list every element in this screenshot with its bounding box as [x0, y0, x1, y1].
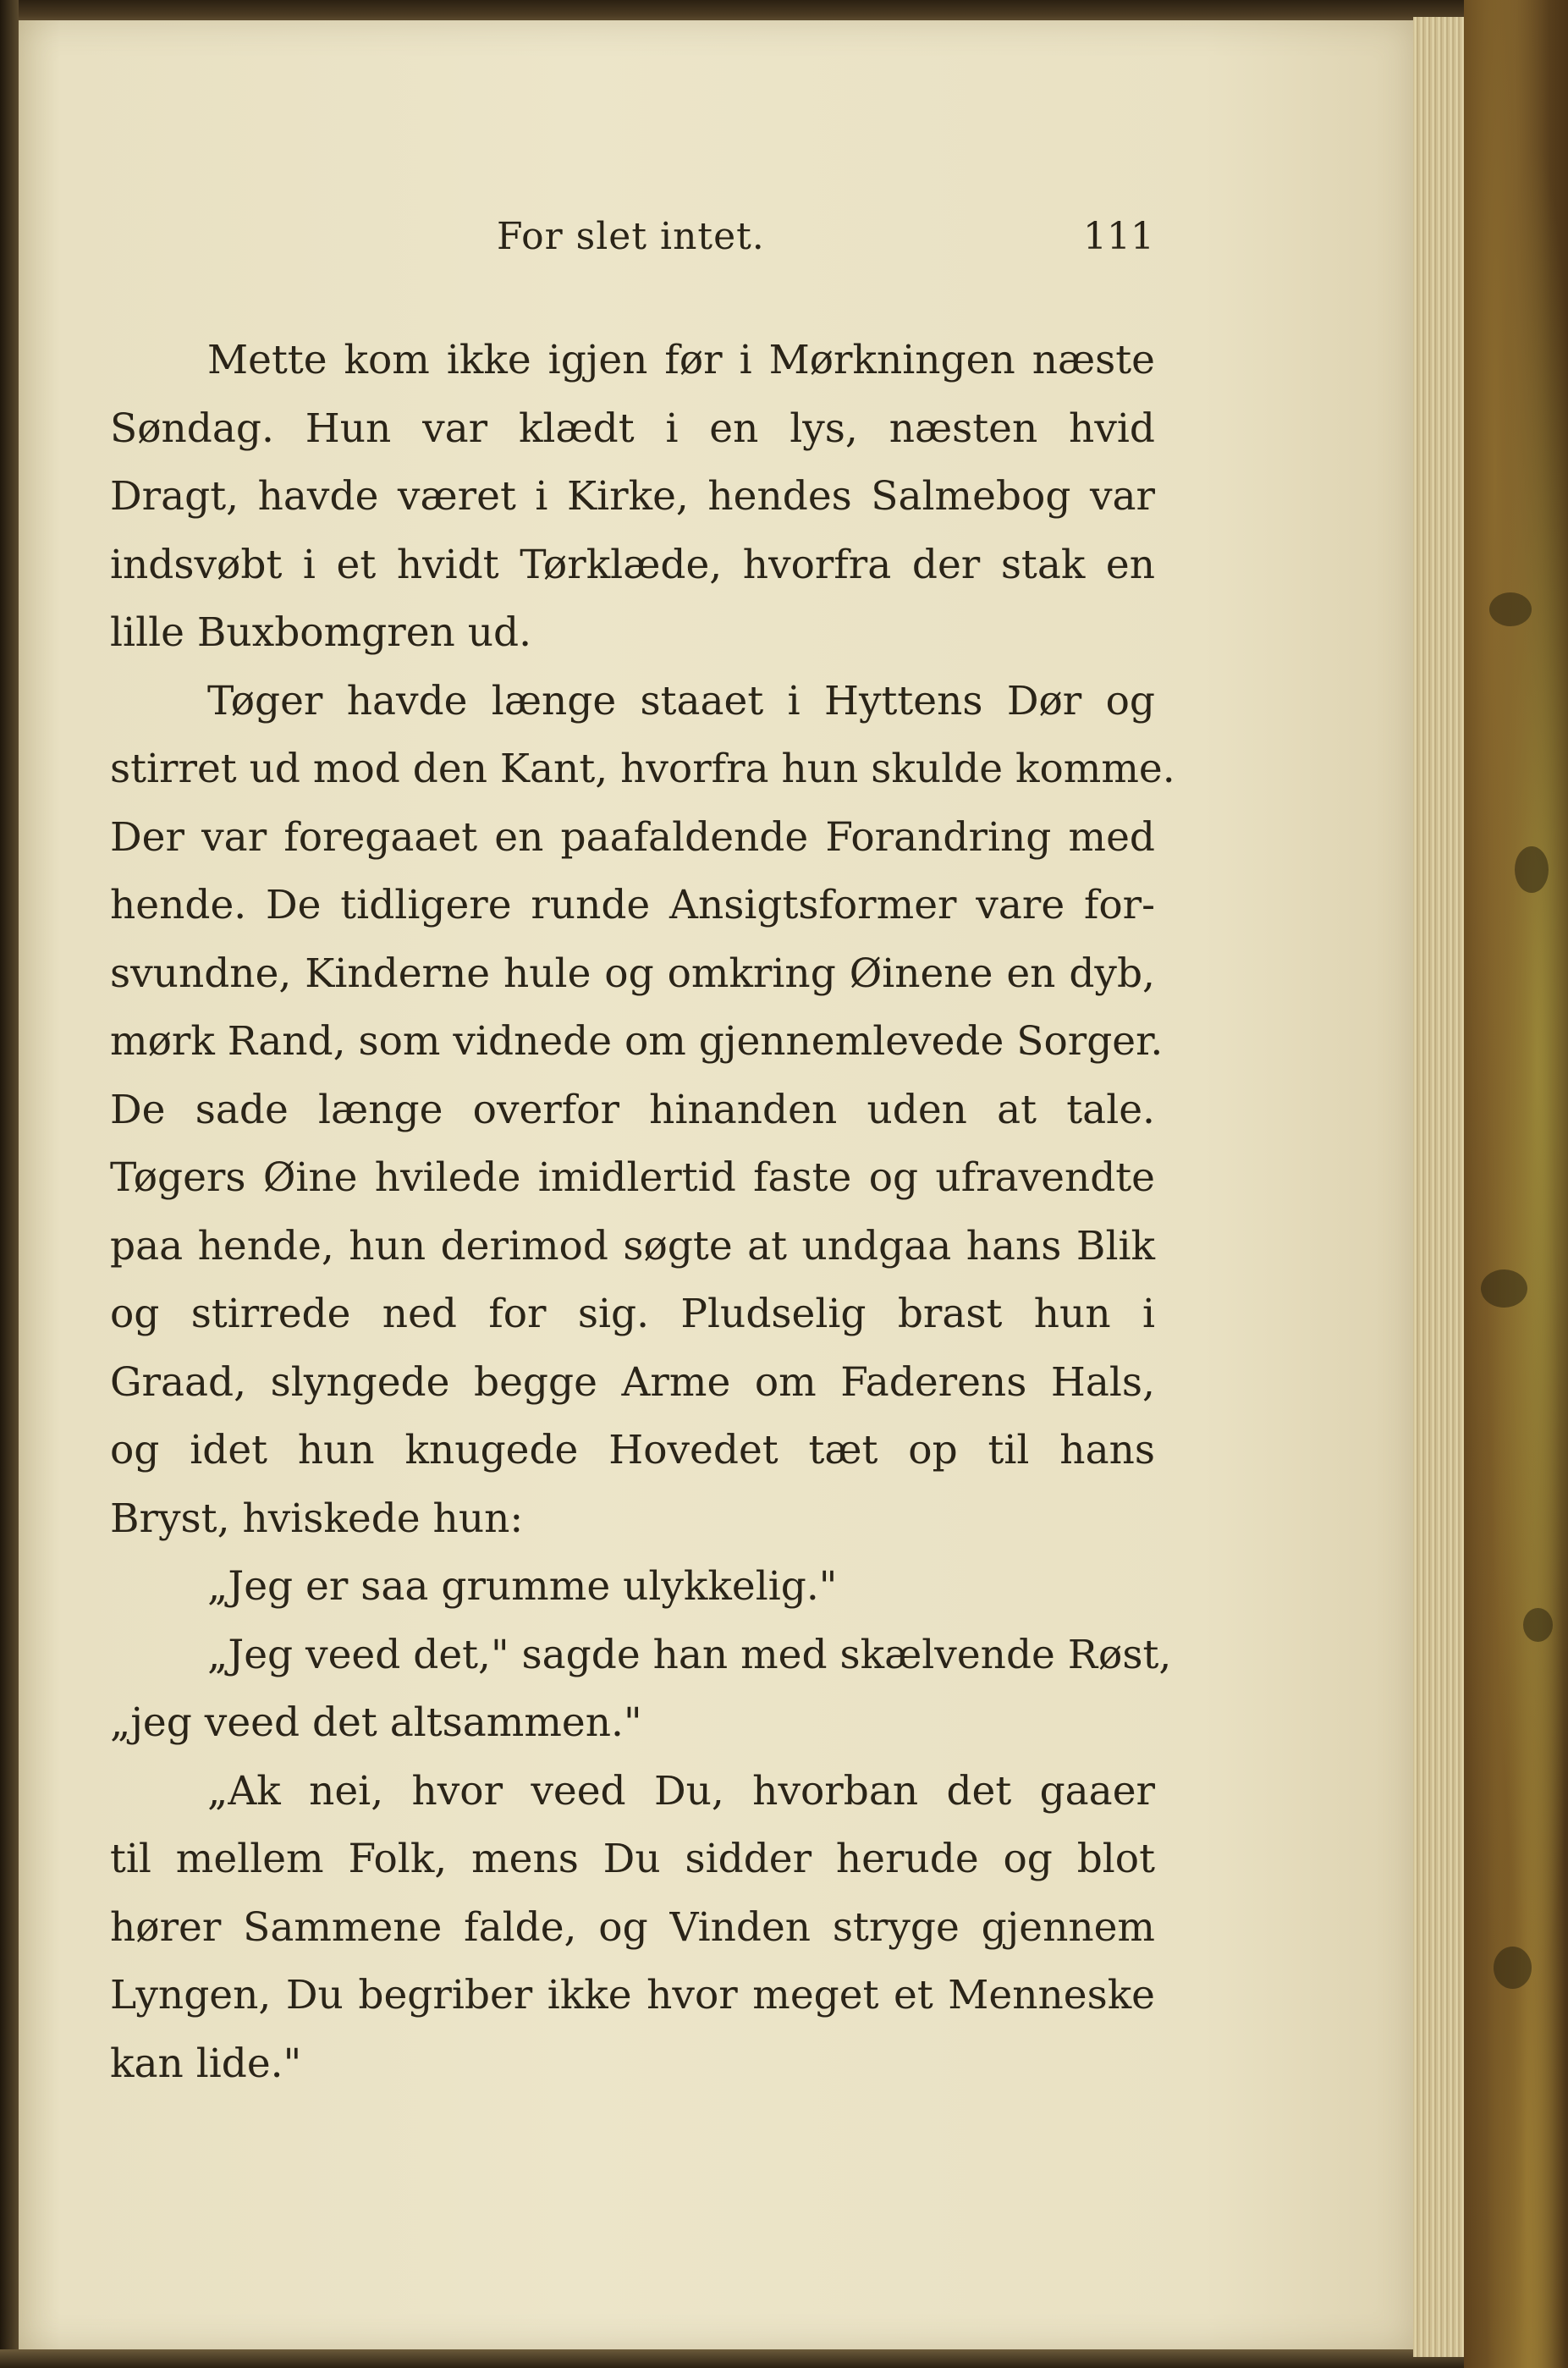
cover-marbling: [1489, 592, 1532, 626]
scan-bottom-edge: [0, 2349, 1568, 2368]
text-line: Tøgers Øine hvilede imidlertid faste og ufravendte: [110, 1154, 1155, 1201]
text-line: Graad, slyngede begge Arme om Faderens Hals,: [110, 1358, 1155, 1406]
scan-left-edge: [0, 0, 19, 2368]
cover-marbling: [1481, 1269, 1527, 1308]
text-line: De sade længe overfor hinanden uden at tale.: [110, 1086, 1155, 1133]
text-line: „Jeg veed det," sagde han med skælvende Røst,: [207, 1631, 1172, 1678]
running-head: [19, 215, 1413, 266]
text-line: paa hende, hun derimod søgte at undgaa hans Blik: [110, 1222, 1155, 1269]
text-line: Der var foregaaet en paafaldende Forandring med: [110, 813, 1155, 861]
cover-marbling: [1523, 1608, 1553, 1642]
text-line: kan lide.": [110, 2040, 302, 2087]
text-line: og stirrede ned for sig. Pludselig brast hun i: [110, 1291, 1155, 1337]
text-line: „Jeg er saa grumme ulykkelig.": [207, 1563, 838, 1610]
page-number: 111: [1083, 215, 1154, 258]
running-title: For slet intet.: [497, 215, 765, 258]
text-line: Dragt, havde været i Kirke, hendes Salmebog var: [110, 473, 1155, 520]
text-line: Søndag. Hun var klædt i en lys, næsten hvid: [110, 405, 1155, 452]
book-page: [19, 20, 1413, 2349]
text-line: stirret ud mod den Kant, hvorfra hun skulde komme.: [110, 746, 1175, 792]
text-line: Tøger havde længe staaet i Hyttens Dør og: [207, 677, 1155, 724]
text-line: „Ak nei, hvor veed Du, hvorban det gaaer: [207, 1767, 1155, 1815]
text-line: hende. De tidligere runde Ansigtsformer vare for-: [110, 882, 1155, 928]
body-text: [110, 327, 1175, 2098]
text-line: svundne, Kinderne hule og omkring Øinene en dyb,: [110, 950, 1155, 997]
text-line: mørk Rand, som vidnede om gjennemlevede Sorger.: [110, 1018, 1164, 1065]
text-line: hører Sammene falde, og Vinden stryge gjennem: [110, 1903, 1155, 1951]
text-line: Bryst, hviskede hun:: [110, 1495, 524, 1542]
page-block-edges: [1413, 17, 1464, 2357]
cover-marbling: [1494, 1947, 1532, 1989]
text-line: til mellem Folk, mens Du sidder herude og blot: [110, 1836, 1155, 1882]
cover-marbling: [1515, 846, 1549, 893]
marbled-cover: [1464, 0, 1568, 2368]
text-line: Lyngen, Du begriber ikke hvor meget et Menneske: [110, 1972, 1155, 2018]
text-line: og idet hun knugede Hovedet tæt op til hans: [110, 1427, 1155, 1473]
text-line: indsvøbt i et hvidt Tørklæde, hvorfra der stak en: [110, 541, 1155, 588]
text-line: „jeg veed det altsammen.": [110, 1699, 642, 1746]
text-line: lille Buxbomgren ud.: [110, 609, 532, 656]
text-line: Mette kom ikke igjen før i Mørkningen næste: [207, 337, 1155, 383]
